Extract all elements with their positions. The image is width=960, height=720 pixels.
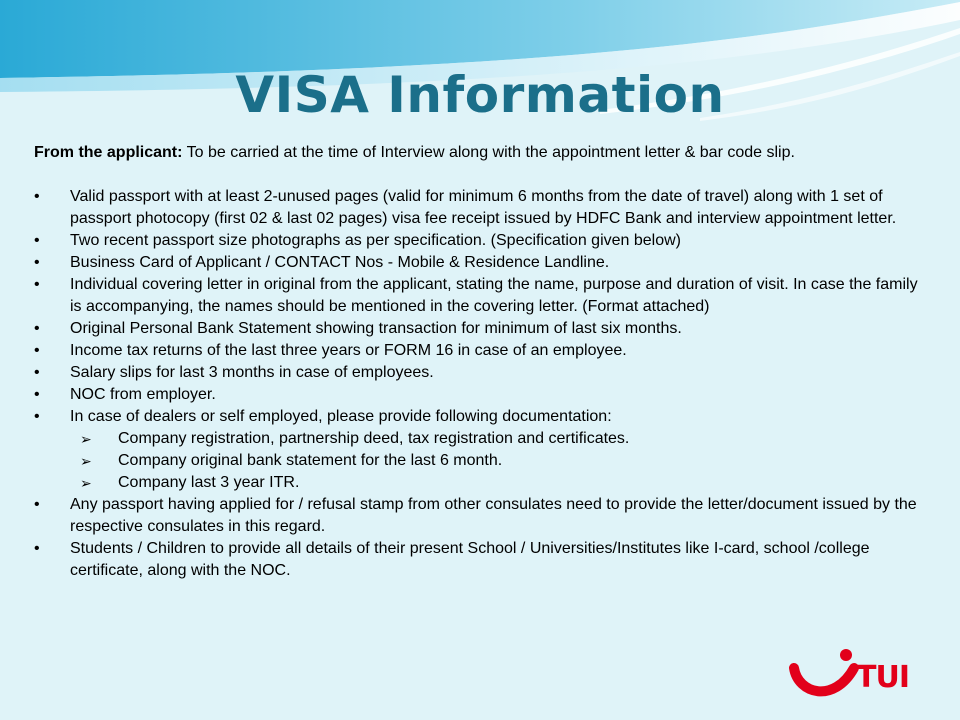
list-item [34,384,924,406]
list-item [34,274,924,318]
bullet-icon: • [34,342,40,359]
bullet-icon: • [34,320,40,337]
visa-requirements [34,142,924,582]
list-item-text: NOC from employer. [70,386,216,403]
intro-text: To be carried at the time of Interview along with the appointment letter & bar code slip. [182,144,795,161]
bullet-icon: • [34,364,40,381]
bullet-icon: • [34,540,40,557]
arrow-bullet-icon: ➢ [80,475,92,491]
intro-paragraph [34,142,924,164]
sub-list-item-text: Company registration, partnership deed, tax registration and certificates. [118,430,630,447]
requirements-list [34,186,924,582]
intro-label: From the applicant: [34,144,183,161]
list-item-text: Any passport having applied for / refusal stamp from other consulates need to provide the letter/document issued by the respective consulates in this regard. [70,496,917,535]
list-item-text: Salary slips for last 3 months in case of employees. [70,364,434,381]
sub-list-item-text: Company last 3 year ITR. [118,474,300,491]
page-title: VISA Information [235,66,725,124]
bullet-icon: • [34,232,40,249]
brand-logo-text: TUI [856,660,909,695]
bullet-icon: • [34,408,40,425]
list-item-text: Original Personal Bank Statement showing transaction for minimum of last six months. [70,320,682,337]
list-item-text: In case of dealers or self employed, please provide following documentation: [70,408,612,425]
list-item-text: Two recent passport size photographs as per specification. (Specification given below) [70,232,681,249]
list-item [34,406,924,494]
list-item-text: Students / Children to provide all details of their present School / Universities/Institutes like I-card, school /college certificate, along with the NOC. [70,540,870,579]
list-item-text: Income tax returns of the last three years or FORM 16 in case of an employee. [70,342,627,359]
bullet-icon: • [34,496,40,513]
arrow-bullet-icon: ➢ [80,431,92,447]
list-item [34,538,924,582]
list-item-text: Valid passport with at least 2-unused pages (valid for minimum 6 months from the date of travel) along with 1 set of passport photocopy (first 02 & last 02 pages) visa fee receipt issued by HDFC Bank and interview appointment letter. [70,188,897,227]
list-item [34,362,924,384]
sub-list-item-text: Company original bank statement for the last 6 month. [118,452,503,469]
list-item-text: Individual covering letter in original from the applicant, stating the name, purpose and duration of visit. In case the family is accompanying, the names should be mentioned in the covering letter. (Format attached) [70,276,918,315]
dealer-docs-list [70,428,924,494]
list-item [34,340,924,362]
sub-list-item [70,450,924,472]
bullet-icon: • [34,254,40,271]
list-item [34,494,924,538]
arrow-bullet-icon: ➢ [80,453,92,469]
sub-list-item [70,472,924,494]
list-item [34,318,924,340]
bullet-icon: • [34,386,40,403]
list-item [34,230,924,252]
bullet-icon: • [34,276,40,293]
list-item [34,252,924,274]
list-item-text: Business Card of Applicant / CONTACT Nos - Mobile & Residence Landline. [70,254,610,271]
list-item [34,186,924,230]
sub-list-item [70,428,924,450]
bullet-icon: • [34,188,40,205]
